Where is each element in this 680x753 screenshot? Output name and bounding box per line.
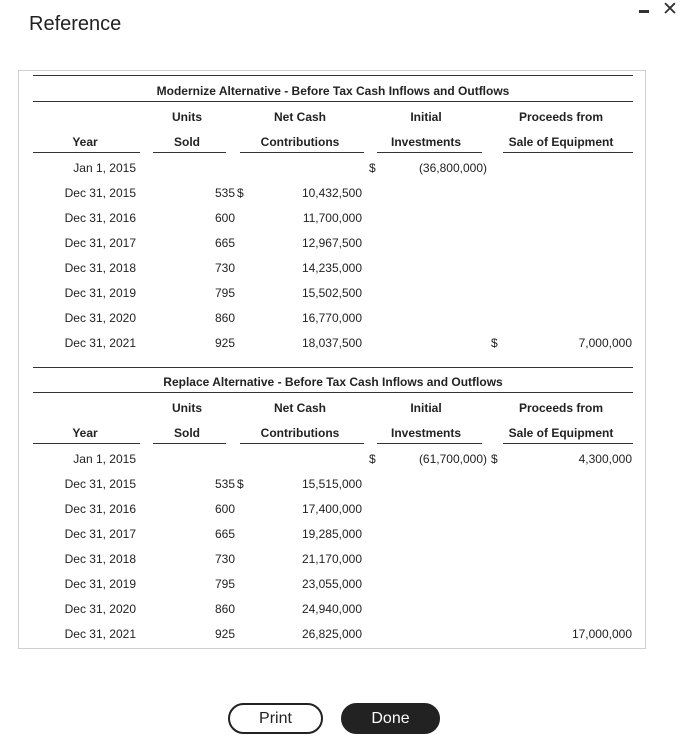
- cell-contribution: 26,825,000: [301, 627, 362, 641]
- cell-contribution: 15,502,500: [301, 286, 362, 300]
- cell-year: Dec 31, 2019: [64, 577, 136, 591]
- cell-year: Jan 1, 2015: [73, 161, 136, 175]
- header-rule: [153, 443, 226, 444]
- minimize-icon[interactable]: [637, 3, 651, 17]
- col-header-netcash: Net Cash: [273, 110, 327, 124]
- cell-units: 600: [214, 211, 235, 225]
- cell-year: Dec 31, 2015: [64, 186, 136, 200]
- cell-contribution: 11,700,000: [302, 211, 362, 225]
- cell-units: 795: [214, 286, 235, 300]
- cell-year: Dec 31, 2018: [64, 261, 136, 275]
- header-rule: [240, 152, 364, 153]
- cell-contribution: 21,170,000: [301, 552, 362, 566]
- cell-units: 730: [214, 552, 235, 566]
- header-rule: [240, 443, 364, 444]
- col-header-initial: Initial: [410, 110, 442, 124]
- table-title: Modernize Alternative - Before Tax Cash Inflows and Outflows: [156, 84, 510, 98]
- cell-units: 600: [214, 502, 235, 516]
- cell-year: Dec 31, 2021: [64, 336, 136, 350]
- cell-contribution: 18,037,500: [301, 336, 362, 350]
- col-header-netcash: Net Cash: [273, 401, 327, 415]
- col-header-year: Year: [72, 135, 98, 149]
- header-rule: [33, 443, 140, 444]
- cell-year: Dec 31, 2021: [64, 627, 136, 641]
- cell-year: Dec 31, 2016: [64, 502, 136, 516]
- cell-year: Dec 31, 2019: [64, 286, 136, 300]
- col-header-investments: Investments: [390, 135, 462, 149]
- cell-units: 535: [214, 477, 235, 491]
- col-header-initial: Initial: [410, 401, 442, 415]
- col-header-units: Units: [172, 110, 202, 124]
- cell-investment: (36,800,000): [418, 161, 487, 175]
- cell-contribution: 10,432,500: [301, 186, 362, 200]
- cell-proceeds-dollar: $: [491, 452, 498, 466]
- cell-investment: (61,700,000): [418, 452, 487, 466]
- cell-units: 860: [214, 602, 235, 616]
- close-icon[interactable]: ✕: [662, 0, 678, 20]
- header-rule: [503, 443, 633, 444]
- print-button[interactable]: Print: [228, 703, 323, 734]
- header-rule: [377, 152, 482, 153]
- cell-contribution: 19,285,000: [301, 527, 362, 541]
- col-header-sale: Sale of Equipment: [508, 135, 614, 149]
- table-rule: [33, 75, 633, 76]
- cell-year: Dec 31, 2016: [64, 211, 136, 225]
- window-title: Reference: [29, 13, 122, 35]
- cell-contribution: 23,055,000: [301, 577, 362, 591]
- cell-units: 795: [214, 577, 235, 591]
- cell-units: 665: [214, 527, 235, 541]
- col-header-units-sold: Sold: [174, 135, 200, 149]
- table-rule: [33, 367, 633, 368]
- table-rule: [33, 392, 633, 393]
- cell-proceeds: 7,000,000: [578, 336, 632, 350]
- cell-contribution: 24,940,000: [301, 602, 362, 616]
- cell-units: 925: [214, 336, 235, 350]
- col-header-contributions: Contributions: [260, 426, 340, 440]
- cell-units: 925: [214, 627, 235, 641]
- cell-units-dollar: $: [237, 186, 244, 200]
- cell-investment-dollar: $: [369, 452, 376, 466]
- cell-proceeds-dollar: $: [491, 336, 498, 350]
- table-rule: [33, 101, 633, 102]
- header-rule: [153, 152, 226, 153]
- cell-year: Dec 31, 2018: [64, 552, 136, 566]
- col-header-units-sold: Sold: [174, 426, 200, 440]
- col-header-proceeds: Proceeds from: [518, 110, 604, 124]
- cell-year: Dec 31, 2017: [64, 527, 136, 541]
- done-button[interactable]: Done: [341, 703, 440, 734]
- cell-year: Jan 1, 2015: [73, 452, 136, 466]
- cell-units: 860: [214, 311, 235, 325]
- cell-units: 665: [214, 236, 235, 250]
- col-header-year: Year: [72, 426, 98, 440]
- cell-contribution: 17,400,000: [301, 502, 362, 516]
- header-rule: [503, 152, 633, 153]
- cell-year: Dec 31, 2020: [64, 602, 136, 616]
- cell-contribution: 15,515,000: [301, 477, 362, 491]
- cell-proceeds: 4,300,000: [578, 452, 632, 466]
- cell-proceeds: 17,000,000: [571, 627, 632, 641]
- cell-contribution: 16,770,000: [301, 311, 362, 325]
- cell-year: Dec 31, 2017: [64, 236, 136, 250]
- header-rule: [33, 152, 140, 153]
- col-header-units: Units: [172, 401, 202, 415]
- col-header-sale: Sale of Equipment: [508, 426, 614, 440]
- cell-year: Dec 31, 2015: [64, 477, 136, 491]
- cell-contribution: 14,235,000: [301, 261, 362, 275]
- cell-units: 730: [214, 261, 235, 275]
- cell-investment-dollar: $: [369, 161, 376, 175]
- cell-units: 535: [214, 186, 235, 200]
- cell-units-dollar: $: [237, 477, 244, 491]
- header-rule: [377, 443, 482, 444]
- cell-contribution: 12,967,500: [301, 236, 362, 250]
- col-header-proceeds: Proceeds from: [518, 401, 604, 415]
- table-title: Replace Alternative - Before Tax Cash Inflows and Outflows: [163, 375, 503, 389]
- col-header-contributions: Contributions: [260, 135, 340, 149]
- col-header-investments: Investments: [390, 426, 462, 440]
- cell-year: Dec 31, 2020: [64, 311, 136, 325]
